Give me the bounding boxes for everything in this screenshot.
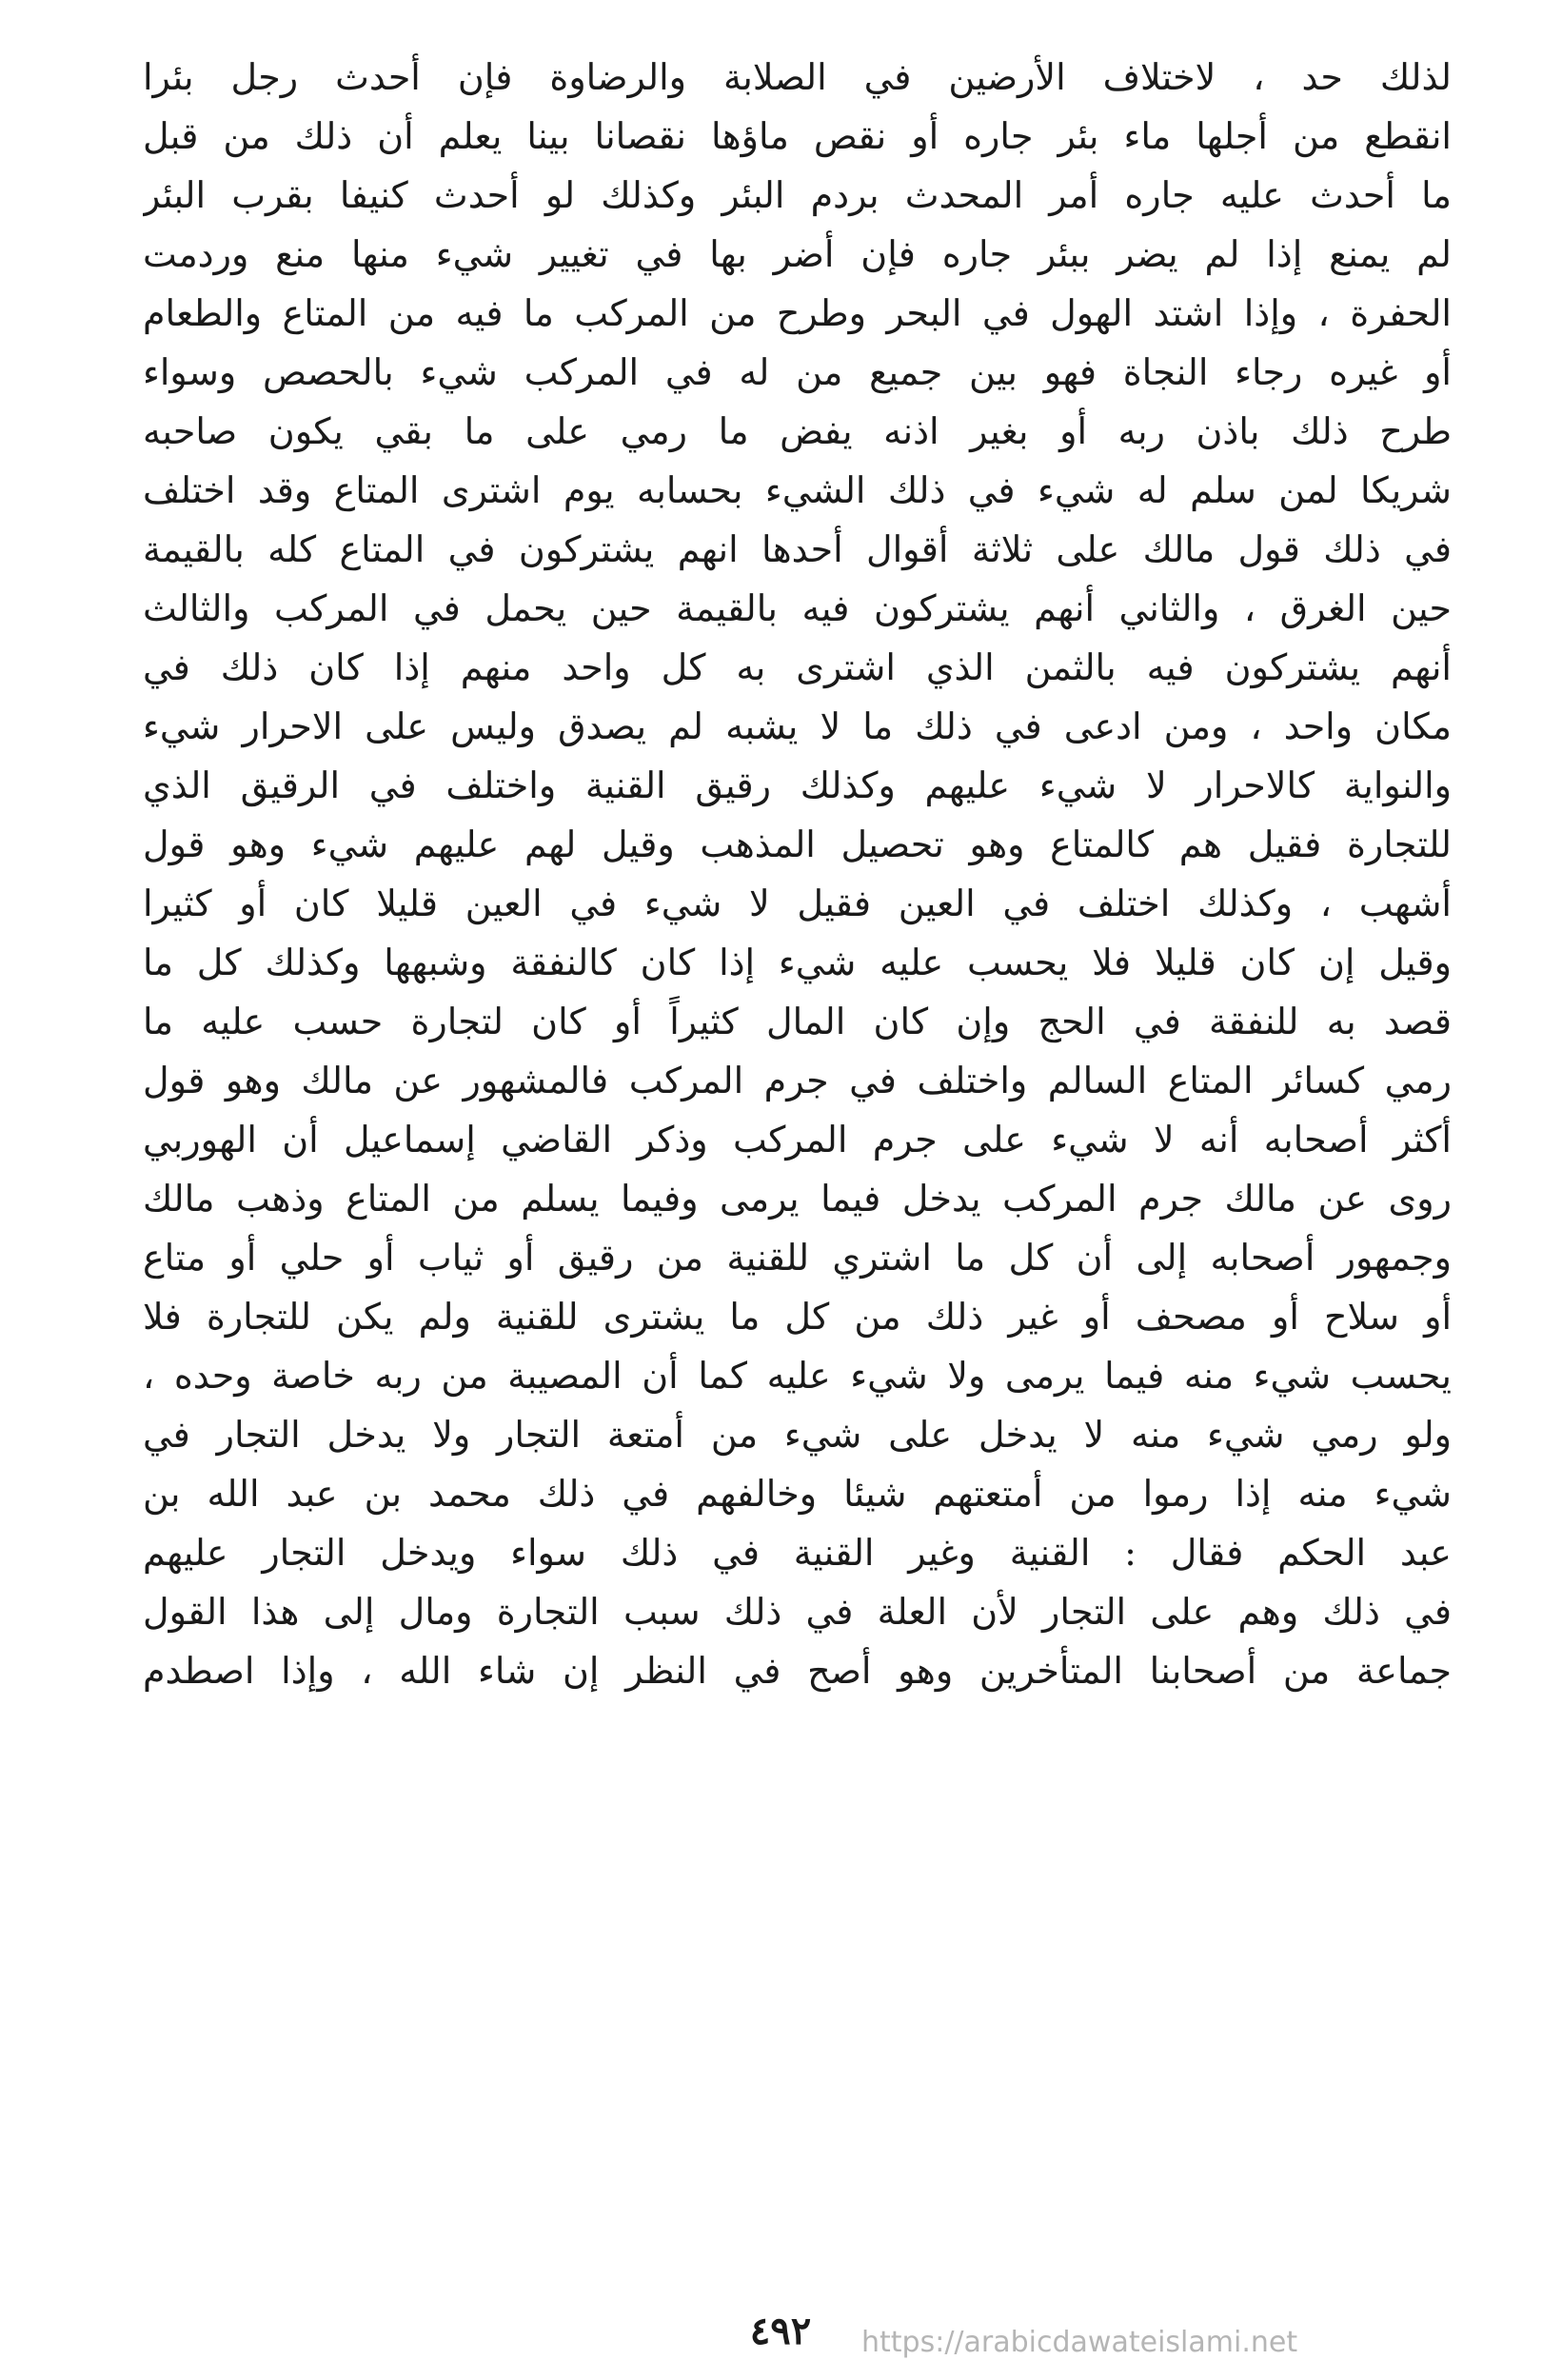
text-line: انقطع من أجلها ماء بئر جاره أو نقص ماؤها نقصانا بينا يعلم أن ذلك من قبل bbox=[143, 115, 1452, 157]
text-line: ما أحدث عليه جاره أمر المحدث بردم البئر وكذلك لو أحدث كنيفا بقرب البئر bbox=[143, 174, 1452, 216]
text-line: ولو رمي شيء منه لا يدخل على شيء من أمتعة التجار ولا يدخل التجار في bbox=[143, 1414, 1452, 1456]
text-line: وقيل إن كان قليلا فلا يحسب عليه شيء إذا كان كالنفقة وشبهها وكذلك كل ما bbox=[143, 942, 1452, 983]
text-line: يحسب شيء منه فيما يرمى ولا شيء عليه كما أن المصيبة من ربه خاصة وحده ، bbox=[143, 1355, 1452, 1397]
body-text bbox=[143, 48, 1452, 1700]
text-line: قصد به للنفقة في الحج وإن كان المال كثيراً أو كان لتجارة حسب عليه ما bbox=[143, 1001, 1452, 1042]
text-line: أو سلاح أو مصحف أو غير ذلك من كل ما يشترى للقنية ولم يكن للتجارة فلا bbox=[143, 1296, 1452, 1338]
text-line: في ذلك قول مالك على ثلاثة أقوال أحدها انهم يشتركون في المتاع كله بالقيمة bbox=[143, 528, 1452, 570]
page-number: ٤٩٢ bbox=[749, 2309, 812, 2353]
text-line: الحفرة ، وإذا اشتد الهول في البحر وطرح من المركب ما فيه من المتاع والطعام bbox=[143, 292, 1452, 334]
text-line: وجمهور أصحابه إلى أن كل ما اشتري للقنية من رقيق أو ثياب أو حلي أو متاع bbox=[143, 1237, 1452, 1279]
text-line: عبد الحكم فقال : القنية وغير القنية في ذلك سواء ويدخل التجار عليهم bbox=[143, 1532, 1452, 1574]
text-line: شريكا لمن سلم له شيء في ذلك الشيء بحسابه يوم اشترى المتاع وقد اختلف bbox=[143, 469, 1452, 511]
text-line: شيء منه إذا رموا من أمتعتهم شيئا وخالفهم في ذلك محمد بن عبد الله بن bbox=[143, 1473, 1452, 1515]
text-line: لم يمنع إذا لم يضر ببئر جاره فإن أضر بها في تغيير شيء منها منع وردمت bbox=[143, 233, 1452, 275]
text-line: جماعة من أصحابنا المتأخرين وهو أصح في النظر إن شاء الله ، وإذا اصطدم bbox=[143, 1650, 1452, 1692]
text-line: أنهم يشتركون فيه بالثمن الذي اشترى به كل واحد منهم إذا كان ذلك في bbox=[143, 646, 1452, 688]
text-line: طرح ذلك باذن ربه أو بغير اذنه يفض ما رمي على ما بقي يكون صاحبه bbox=[143, 410, 1452, 452]
text-line: للتجارة فقيل هم كالمتاع وهو تحصيل المذهب وقيل لهم عليهم شيء وهو قول bbox=[143, 823, 1452, 865]
text-line: أشهب ، وكذلك اختلف في العين فقيل لا شيء في العين قليلا كان أو كثيرا bbox=[143, 883, 1452, 924]
watermark-url: https://arabicdawateislami.net bbox=[861, 2326, 1298, 2359]
text-line: أو غيره رجاء النجاة فهو بين جميع من له في المركب شيء بالحصص وسواء bbox=[143, 351, 1452, 393]
text-line: والنواية كالاحرار لا شيء عليهم وكذلك رقيق القنية واختلف في الرقيق الذي bbox=[143, 764, 1452, 806]
text-line: لذلك حد ، لاختلاف الأرضين في الصلابة والرضاوة فإن أحدث رجل بئرا bbox=[143, 56, 1452, 98]
text-line: أكثر أصحابه أنه لا شيء على جرم المركب وذكر القاضي إسماعيل أن الهوربي bbox=[143, 1119, 1452, 1160]
text-line: رمي كسائر المتاع السالم واختلف في جرم المركب فالمشهور عن مالك وهو قول bbox=[143, 1060, 1452, 1101]
text-line: روى عن مالك جرم المركب يدخل فيما يرمى وفيما يسلم من المتاع وذهب مالك bbox=[143, 1178, 1452, 1220]
text-line: مكان واحد ، ومن ادعى في ذلك ما لا يشبه لم يصدق وليس على الاحرار شيء bbox=[143, 705, 1452, 747]
text-line: حين الغرق ، والثاني أنهم يشتركون فيه بالقيمة حين يحمل في المركب والثالث bbox=[143, 587, 1452, 629]
text-line: في ذلك وهم على التجار لأن العلة في ذلك سبب التجارة ومال إلى هذا القول bbox=[143, 1591, 1452, 1633]
